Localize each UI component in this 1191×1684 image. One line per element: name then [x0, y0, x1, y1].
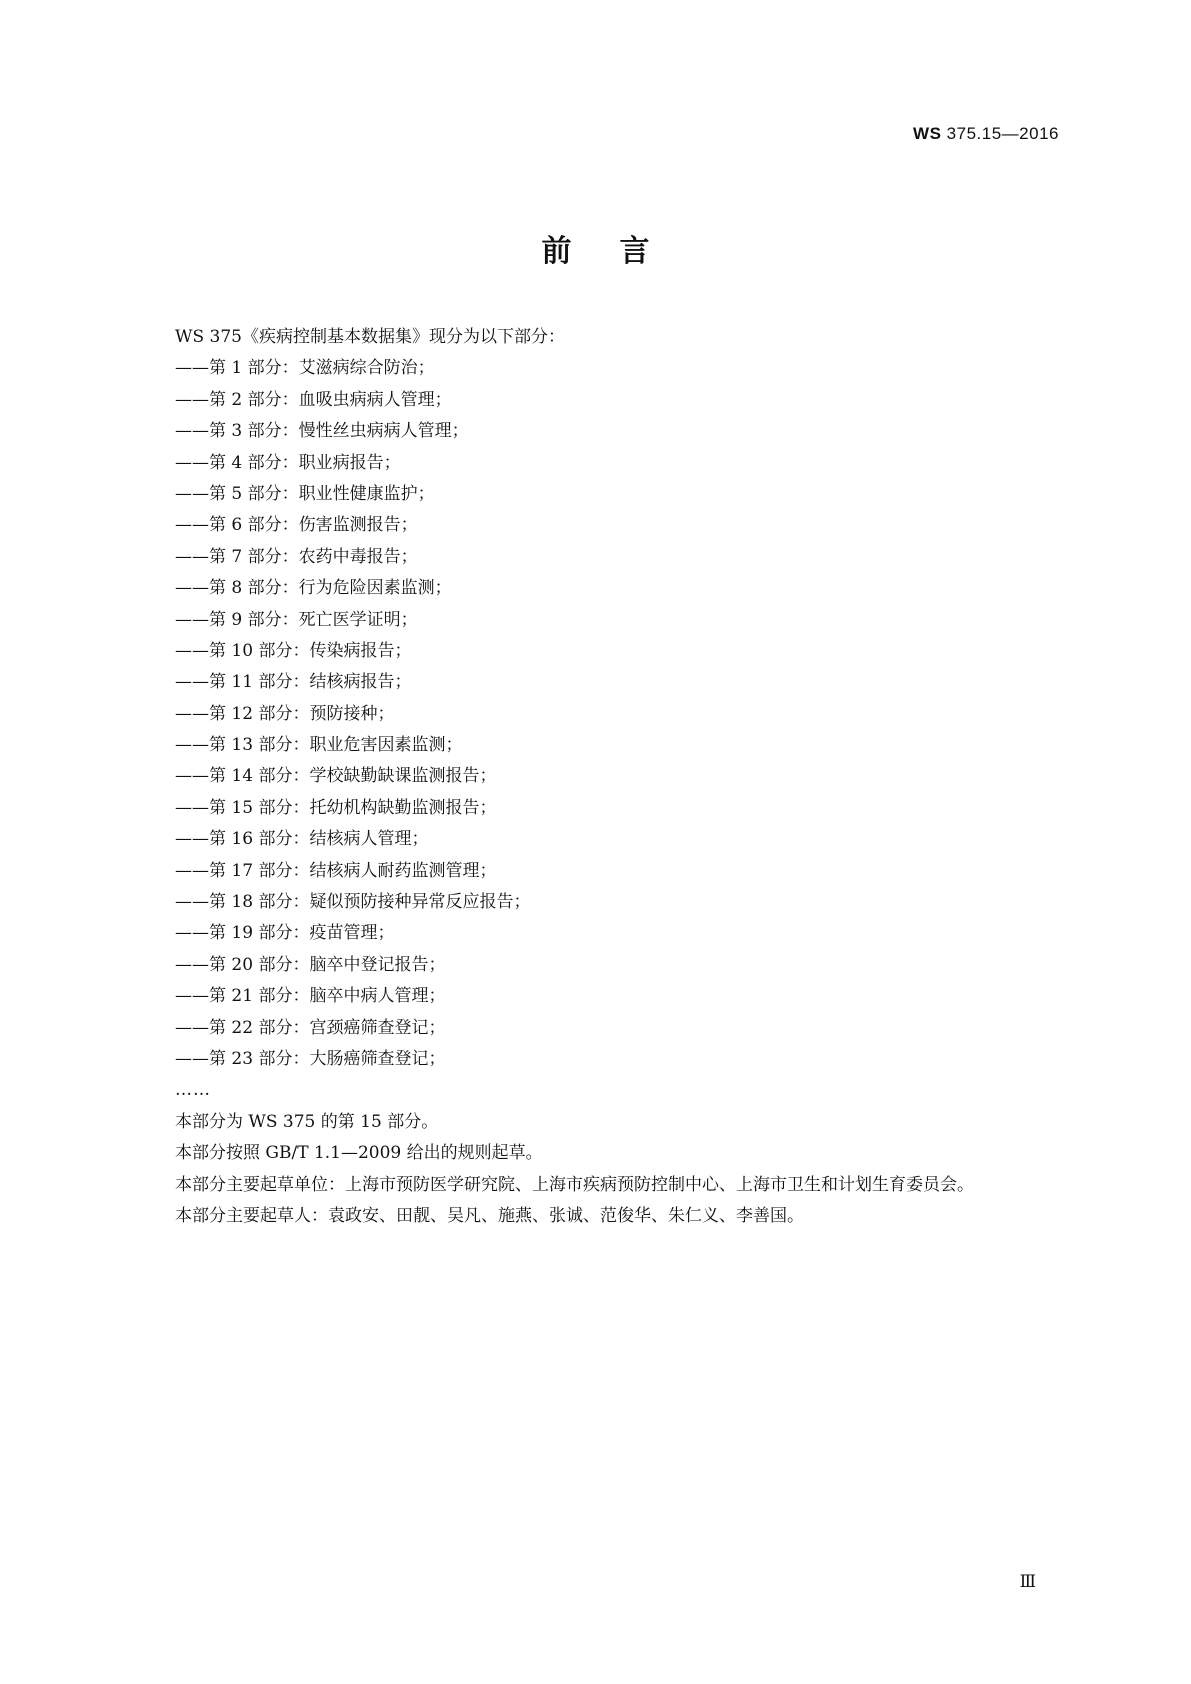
drafting-units-statement: 本部分主要起草单位：上海市预防医学研究院、上海市疾病预防控制中心、上海市卫生和计划生育委员会。: [175, 1174, 974, 1195]
page-title: 前言: [541, 234, 698, 269]
standard-code: [913, 124, 1059, 144]
list-item: ——第 18 部分：疑似预防接种异常反应报告；: [175, 892, 531, 913]
list-item: ——第 13 部分：职业危害因素监测；: [175, 735, 463, 756]
list-item: ——第 12 部分：预防接种；: [175, 703, 395, 724]
list-item: ——第 23 部分：大肠癌筛查登记；: [175, 1048, 446, 1069]
list-item: ——第 6 部分：伤害监测报告；: [175, 515, 418, 536]
list-ellipsis: ……: [175, 1080, 211, 1101]
list-item: ——第 1 部分：艾滋病综合防治；: [175, 358, 435, 379]
list-item: ——第 17 部分：结核病人耐药监测管理；: [175, 860, 497, 881]
list-item: ——第 11 部分：结核病报告；: [175, 672, 412, 693]
drafting-rules-statement: 本部分按照 GB/T 1.1—2009 给出的规则起草。: [175, 1143, 543, 1164]
list-item: ——第 10 部分：传染病报告；: [175, 640, 412, 661]
list-item: ——第 16 部分：结核病人管理；: [175, 829, 429, 850]
list-item: ——第 3 部分：慢性丝虫病病人管理；: [175, 421, 469, 442]
list-item: ——第 2 部分：血吸虫病病人管理；: [175, 389, 452, 410]
standard-code-number: 375.15—2016: [946, 124, 1059, 143]
drafters-statement: 本部分主要起草人：袁政安、田靓、吴凡、施燕、张诚、范俊华、朱仁义、李善国。: [175, 1205, 804, 1226]
list-item: ——第 21 部分：脑卒中病人管理；: [175, 986, 446, 1007]
foreword-body: [124, 322, 1070, 1232]
list-item: ——第 4 部分：职业病报告；: [175, 452, 401, 473]
parts-list: [124, 353, 1070, 1075]
intro-line: WS 375《疾病控制基本数据集》现分为以下部分：: [175, 327, 565, 347]
list-item: ——第 20 部分：脑卒中登记报告；: [175, 954, 446, 975]
standard-code-prefix: WS: [913, 124, 942, 143]
list-item: ——第 7 部分：农药中毒报告；: [175, 546, 418, 567]
list-item: ——第 5 部分：职业性健康监护；: [175, 483, 435, 504]
list-item: ——第 14 部分：学校缺勤缺课监测报告；: [175, 766, 497, 787]
list-item: ——第 15 部分：托幼机构缺勤监测报告；: [175, 797, 497, 818]
list-item: ——第 8 部分：行为危险因素监测；: [175, 578, 452, 599]
page-number: Ⅲ: [1019, 1572, 1036, 1591]
list-item: ——第 9 部分：死亡医学证明；: [175, 609, 418, 630]
list-item: ——第 19 部分：疫苗管理；: [175, 923, 395, 944]
part-of-statement: 本部分为 WS 375 的第 15 部分。: [175, 1111, 439, 1132]
list-item: ——第 22 部分：宫颈癌筛查登记；: [175, 1017, 446, 1038]
